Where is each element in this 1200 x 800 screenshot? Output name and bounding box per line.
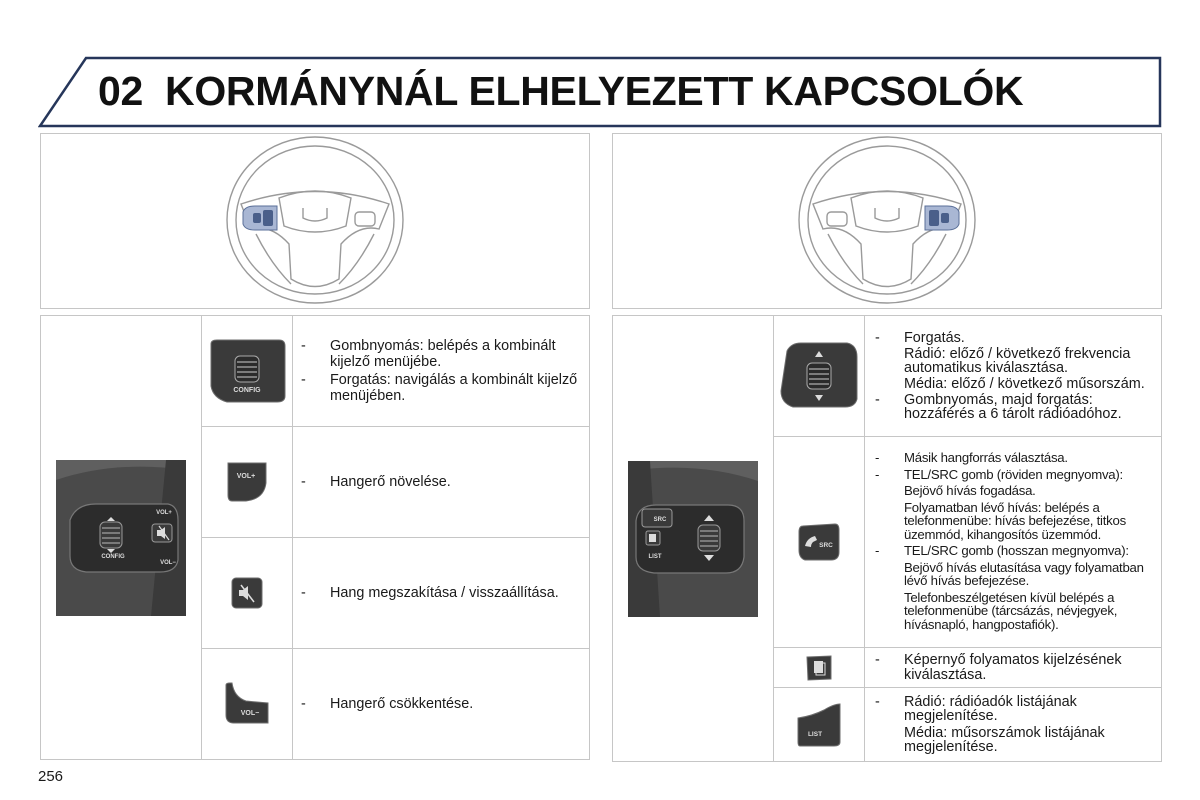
chapter-title: KORMÁNYNÁL ELHELYEZETT KAPCSOLÓK [165,68,1024,114]
steering-wheel-right-icon [613,134,1161,308]
volume-up-icon[interactable] [224,459,270,505]
answer-call-text: Bejövő hívás fogadása. [904,483,1036,498]
mute-icon[interactable] [229,575,265,611]
media-rotate-text: Média: előző / következő műsorszám. [904,376,1145,392]
left-switch-highlight [243,206,277,230]
config-icon-label: CONFIG [233,387,261,394]
steering-wheel-left-icon [41,134,589,308]
list-cell [774,688,865,762]
press-rotate-text: - Gombnyomás, majd forgatás: hozzáférés a 6 tárolt rádióadóhoz. [875,393,1155,421]
steering-wheel-diagram-right [612,133,1162,309]
list-icon-label: LIST [807,730,823,738]
volume-up-cell [202,427,293,538]
rotate-text: - Forgatás. [875,331,1155,345]
steering-wheel-diagram-left [40,133,590,309]
chapter-number: 02 [98,68,144,114]
page-header [38,56,1162,128]
right-controls-table [612,315,1162,762]
up-down-thumbwheel-icon[interactable] [777,341,861,411]
radio-list-text: - Rádió: rádióadók listájának megjelenítése. [875,695,1155,724]
phone-src-description [865,437,1162,648]
up-down-thumbwheel-cell [774,316,865,437]
vol-minus-photo-label: VOL− [160,559,176,566]
source-select-text: - Másik hangforrás választása. [875,451,1155,465]
left-controls-table [40,315,590,760]
list-icon[interactable] [794,702,844,748]
volume-down-cell [202,649,293,760]
config-press-text: - Gombnyomás: belépés a kombinált kijelző menüjébe. [301,338,589,370]
mute-text: - Hang megszakítása / visszaállítása. [301,585,589,601]
radio-rotate-text: Rádió: előző / következő frekvencia automatikus kiválasztása. [904,346,1131,376]
config-rotate-text: - Forgatás: navigálás a kombinált kijelző menüjében. [301,372,589,404]
right-switch-highlight [925,206,959,230]
vol-minus-icon-label: VOL− [240,710,260,717]
src-icon-label: SRC [819,542,833,549]
short-press-text: - TEL/SRC gomb (röviden megnyomva): [875,468,1155,482]
phone-src-cell [774,437,865,648]
volume-down-text: - Hangerő csökkentése. [301,696,589,712]
long-press-text: - TEL/SRC gomb (hosszan megnyomva): [875,544,1155,558]
up-down-thumbwheel-description [865,316,1162,437]
mute-cell [202,538,293,649]
volume-up-description [293,427,590,538]
display-icon[interactable] [804,654,834,682]
list-description [865,688,1162,762]
display-text: - Képernyő folyamatos kijelzésének kiválasztása. [875,653,1155,682]
volume-down-icon[interactable] [222,681,272,727]
right-switch-panel-icon [628,461,758,617]
page-title [98,68,1023,115]
display-cell [774,648,865,688]
list-photo-label: LIST [648,553,662,560]
config-thumbwheel-icon[interactable] [207,338,287,404]
media-list-text: Média: műsorszámok listájának megjelenítése. [904,724,1105,755]
phone-src-icon[interactable] [797,522,841,562]
left-switch-photo [41,316,202,760]
page-number: 256 [38,768,64,785]
left-switch-panel-icon [56,460,186,616]
src-photo-label: SRC [653,516,667,523]
vol-plus-icon-label: VOL+ [236,473,256,480]
right-switch-photo [613,316,774,762]
config-thumbwheel-cell [202,316,293,427]
mute-description [293,538,590,649]
display-description [865,648,1162,688]
ongoing-call-text: Folyamatban lévő hívás: belépés a telefonmenübe: hívás befejezése, titkos üzemmód, kihangosítós üzemmód. [904,499,1126,542]
config-photo-label: CONFIG [101,553,125,560]
volume-down-description [293,649,590,760]
vol-plus-photo-label: VOL+ [156,509,172,516]
config-description [293,316,590,427]
phone-menu-text: Telefonbeszélgetésen kívül belépés a telefonmenübe (tárcsázás, névjegyek, hívásnapló, hangpostafiók). [904,589,1118,632]
volume-up-text: - Hangerő növelése. [301,474,589,490]
reject-call-text: Bejövő hívás elutasítása vagy folyamatban lévő hívás befejezése. [904,559,1144,588]
